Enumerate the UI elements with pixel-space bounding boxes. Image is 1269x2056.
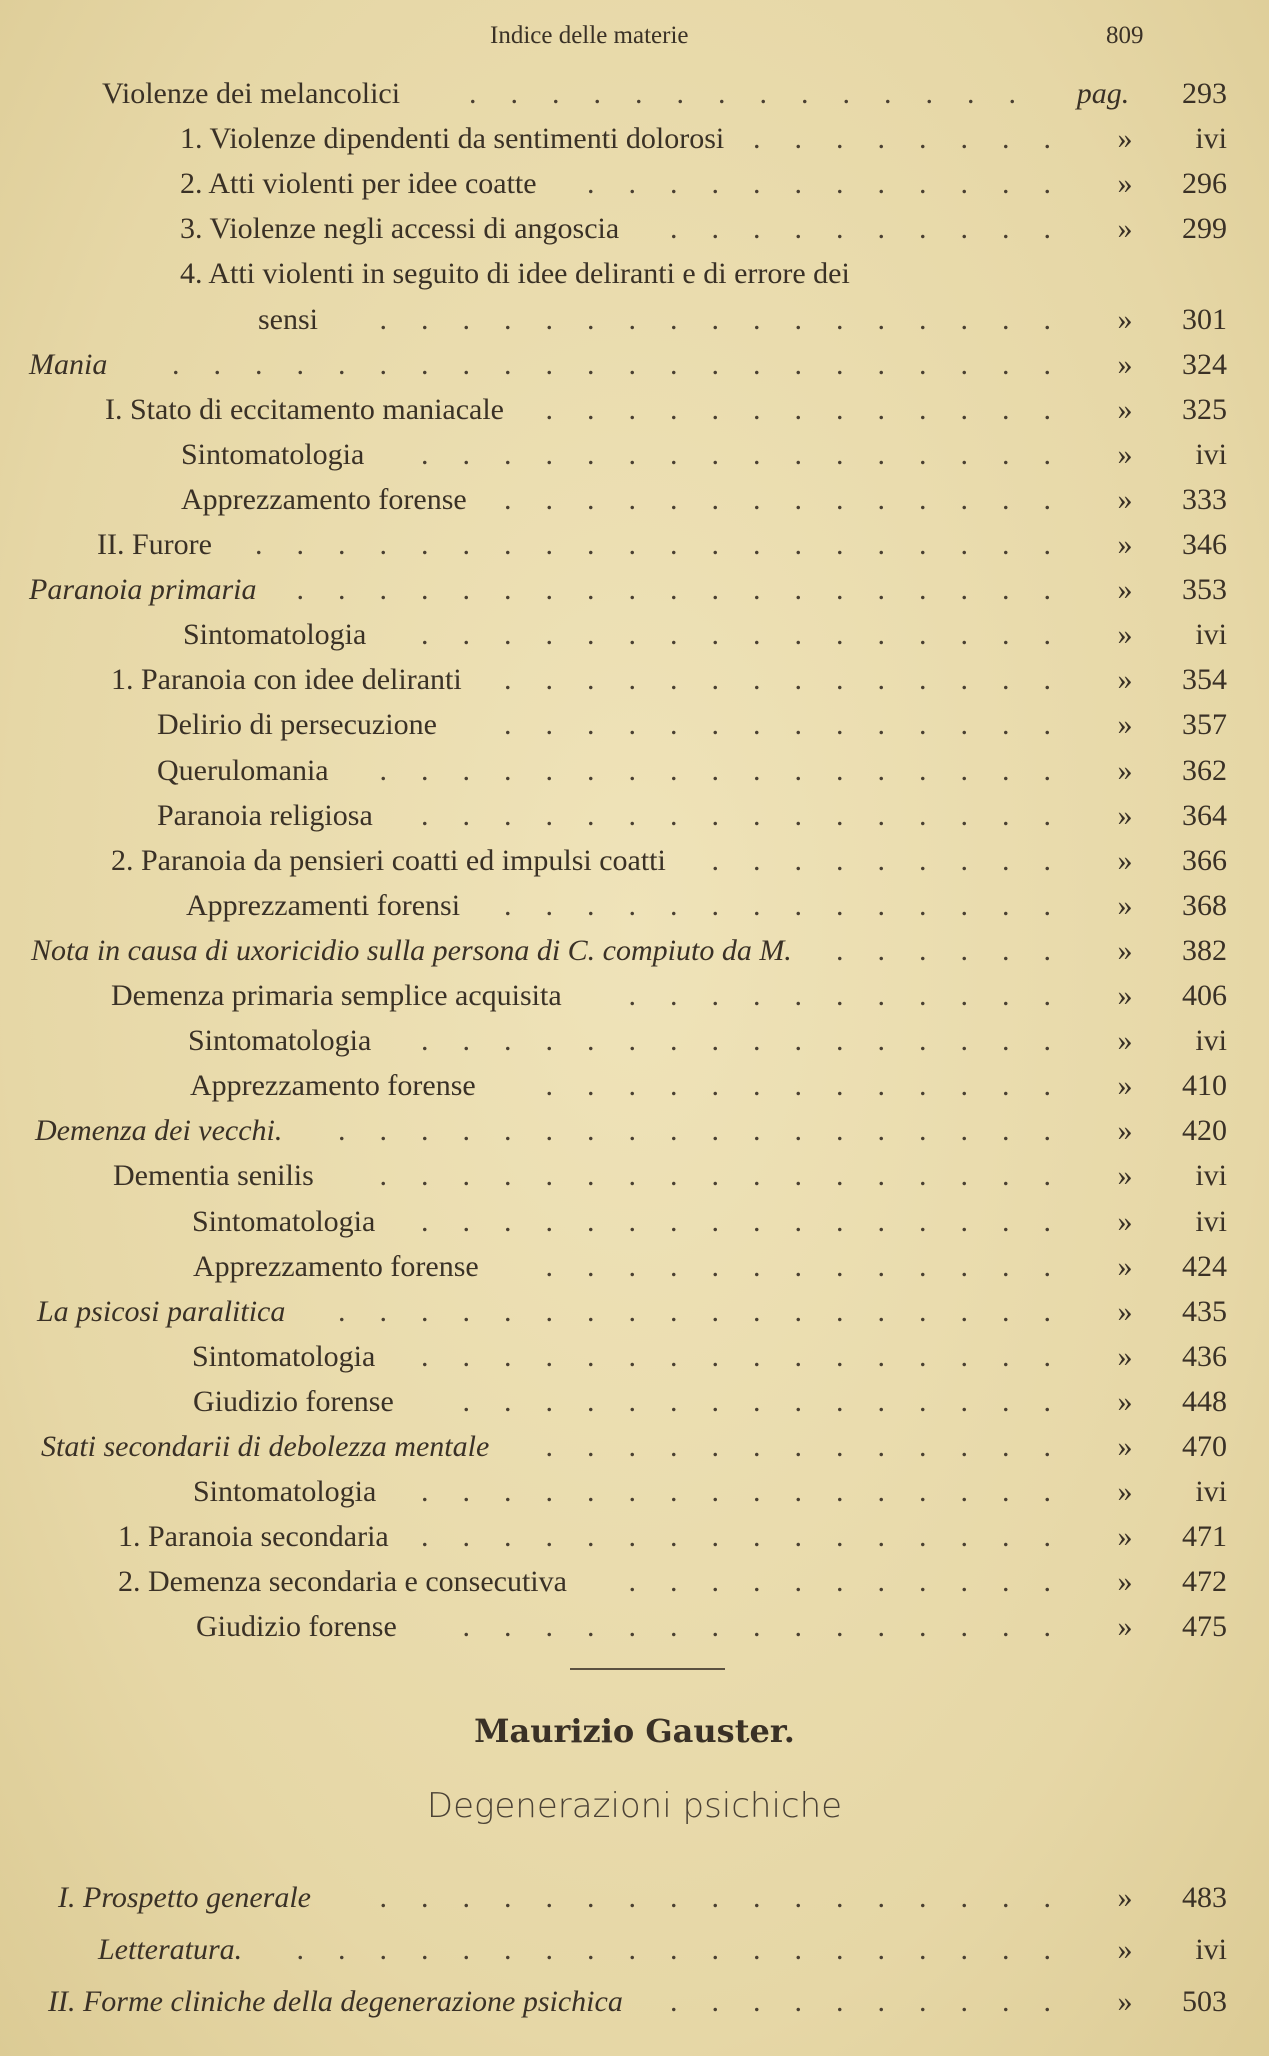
toc-entry — [0, 1928, 1269, 1972]
author-heading: Maurizio Gauster. — [474, 1712, 795, 1750]
ditto-marker: » — [1117, 1114, 1133, 1148]
ditto-marker: » — [1117, 1565, 1133, 1599]
toc-page-number: 293 — [1182, 77, 1227, 110]
ditto-marker: » — [1117, 1384, 1133, 1418]
toc-page-number: ivi — [1195, 1933, 1227, 1966]
ditto-marker: » — [1117, 167, 1133, 201]
toc-entry — [0, 703, 1269, 747]
dot-leader: .............. — [504, 482, 1085, 516]
toc-page-number: 333 — [1182, 482, 1227, 516]
toc-entry — [0, 298, 1269, 342]
dot-leader: ................ — [421, 1339, 1085, 1373]
toc-page-number: 435 — [1182, 1294, 1227, 1328]
toc-entry-label: 2. Paranoia da pensieri coatti ed impulsi coatti — [111, 843, 666, 877]
toc-entry-label: Apprezzamento forense — [181, 482, 467, 516]
dot-leader: ............... — [462, 1384, 1085, 1418]
dot-leader: .............. — [469, 77, 1050, 110]
toc-page-number: 470 — [1182, 1430, 1227, 1463]
dot-leader: ................. — [379, 1159, 1085, 1193]
running-header-title: Indice delle materie — [490, 22, 689, 49]
toc-entry-label: sensi — [258, 302, 318, 336]
toc-entry-label: Sintomatologia — [188, 1024, 372, 1058]
toc-entry-label: Sintomatologia — [181, 437, 365, 471]
toc-entry — [0, 1515, 1269, 1559]
dot-leader: ...... — [836, 933, 1085, 967]
dot-leader: ................ — [421, 1475, 1085, 1509]
toc-page-number: 368 — [1182, 888, 1227, 922]
ditto-marker: » — [1117, 663, 1133, 697]
dot-leader: .................. — [338, 1114, 1085, 1148]
toc-entry — [0, 568, 1269, 612]
toc-page-number: 424 — [1182, 1249, 1227, 1283]
toc-page-number: 366 — [1182, 843, 1227, 877]
ditto-marker: » — [1117, 1069, 1133, 1103]
toc-entry — [0, 794, 1269, 838]
toc-entry — [0, 658, 1269, 702]
toc-page-number: 364 — [1182, 798, 1227, 832]
toc-page-number: 325 — [1182, 392, 1227, 426]
toc-entry-label: Sintomatologia — [192, 1204, 376, 1238]
ditto-marker: » — [1117, 1430, 1133, 1463]
toc-page-number: 475 — [1182, 1610, 1227, 1644]
ditto-marker: » — [1117, 843, 1133, 877]
toc-entry-label: II. Furore — [97, 528, 212, 561]
toc-entry — [0, 1560, 1269, 1604]
toc-entry — [0, 478, 1269, 522]
dot-leader: ................. — [379, 1881, 1085, 1914]
dot-leader: .............. — [504, 888, 1085, 922]
ditto-marker: » — [1117, 347, 1133, 381]
ditto-marker: » — [1117, 1520, 1133, 1554]
toc-page-number: 503 — [1182, 1985, 1227, 2018]
ditto-marker: » — [1117, 1881, 1133, 1914]
ditto-marker: » — [1117, 708, 1133, 742]
ditto-marker: » — [1117, 573, 1133, 607]
toc-entry-label: Mania — [29, 347, 108, 381]
toc-page-number: 299 — [1182, 212, 1227, 246]
toc-entry-label: 1. Paranoia secondaria — [118, 1520, 389, 1554]
toc-page-number: ivi — [1195, 437, 1227, 471]
toc-entry — [0, 207, 1269, 251]
toc-page-number: ivi — [1195, 1475, 1227, 1509]
dot-leader: ........... — [628, 1565, 1085, 1599]
toc-entry — [0, 1980, 1269, 2024]
toc-page-number: 362 — [1182, 753, 1227, 787]
toc-page-number: 420 — [1182, 1114, 1227, 1148]
toc-entry-label: Delirio di persecuzione — [157, 708, 437, 742]
dot-leader: ......... — [711, 843, 1085, 877]
toc-entry-label: I. Prospetto generale — [58, 1881, 311, 1914]
dot-leader: .............. — [504, 708, 1085, 742]
ditto-marker: » — [1117, 1933, 1133, 1966]
toc-entry-label: Demenza dei vecchi. — [35, 1114, 283, 1148]
toc-entry — [0, 1380, 1269, 1424]
dot-leader: ................ — [421, 1024, 1085, 1058]
toc-entry — [0, 388, 1269, 432]
toc-entry-label: Sintomatologia — [193, 1475, 377, 1509]
toc-entry-label: Paranoia primaria — [29, 573, 257, 607]
toc-page-number: 357 — [1182, 708, 1227, 742]
ditto-marker: » — [1117, 1985, 1133, 2018]
toc-entry — [0, 974, 1269, 1018]
ditto-marker: » — [1117, 302, 1133, 336]
toc-entry — [0, 1245, 1269, 1289]
dot-leader: ................... — [296, 1933, 1085, 1966]
dot-leader: ................ — [421, 618, 1085, 652]
toc-entry — [0, 1154, 1269, 1198]
ditto-marker: » — [1117, 437, 1133, 471]
dot-leader: ................... — [296, 573, 1085, 607]
toc-page-number: 472 — [1182, 1565, 1227, 1599]
dot-leader: .............. — [504, 663, 1085, 697]
dot-leader: ............. — [545, 1069, 1085, 1103]
toc-entry — [0, 117, 1269, 161]
section-title: Degenerazioni psichiche — [426, 1786, 843, 1826]
toc-entry — [0, 1605, 1269, 1649]
toc-entry-label: Stati secondarii di debolezza mentale — [41, 1430, 490, 1463]
toc-page-number: 296 — [1182, 167, 1227, 201]
dot-leader: ............. — [545, 392, 1085, 426]
ditto-marker: » — [1117, 1610, 1133, 1644]
dot-leader: .................. — [338, 1294, 1085, 1328]
toc-entry-label: 2. Atti violenti per idee coatte — [180, 167, 537, 201]
toc-page-number: ivi — [1195, 1204, 1227, 1238]
dot-leader: ...................... — [172, 347, 1085, 381]
toc-entry — [0, 884, 1269, 928]
dot-leader: ................ — [421, 437, 1085, 471]
toc-page-number: ivi — [1195, 122, 1227, 156]
toc-entry-label: Paranoia religiosa — [157, 798, 373, 832]
toc-page-number: 354 — [1182, 663, 1227, 697]
dot-leader: ................. — [379, 753, 1085, 787]
toc-entry — [0, 1019, 1269, 1063]
toc-entry — [0, 749, 1269, 793]
toc-entry — [0, 1064, 1269, 1108]
dot-leader: ................ — [421, 1204, 1085, 1238]
ditto-marker: pag. — [1076, 77, 1130, 110]
toc-entry-label: Giudizio forense — [193, 1384, 394, 1418]
dot-leader: .................... — [255, 528, 1085, 561]
dot-leader: ........ — [753, 122, 1085, 156]
toc-entry — [0, 252, 1269, 296]
toc-page-number: 301 — [1182, 302, 1227, 336]
dot-leader: .......... — [670, 212, 1085, 246]
ditto-marker: » — [1117, 212, 1133, 246]
dot-leader: ............. — [545, 1249, 1085, 1283]
toc-entry — [0, 839, 1269, 883]
toc-entry-label: Dementia senilis — [113, 1159, 314, 1193]
toc-page-number: ivi — [1195, 1159, 1227, 1193]
toc-entry — [0, 613, 1269, 657]
dot-leader: ................ — [421, 798, 1085, 832]
toc-page-number: 324 — [1182, 347, 1227, 381]
toc-page-number: 353 — [1182, 573, 1227, 607]
toc-entry — [0, 433, 1269, 477]
ditto-marker: » — [1117, 618, 1133, 652]
toc-entry — [0, 523, 1269, 567]
ditto-marker: » — [1117, 122, 1133, 156]
toc-entry — [0, 1470, 1269, 1514]
toc-entry-label: La psicosi paralitica — [37, 1294, 286, 1328]
toc-page-number: 346 — [1182, 528, 1227, 561]
toc-entry-label: Demenza primaria semplice acquisita — [111, 979, 562, 1012]
ditto-marker: » — [1117, 1249, 1133, 1283]
toc-entry — [0, 1200, 1269, 1244]
toc-entry — [0, 929, 1269, 973]
toc-entry-label: 1. Violenze dipendenti da sentimenti dolorosi — [180, 122, 725, 156]
dot-leader: ............ — [587, 167, 1085, 201]
dot-leader: ............... — [462, 1610, 1085, 1644]
ditto-marker: » — [1117, 888, 1133, 922]
toc-entry-label: II. Forme cliniche della degenerazione psichica — [48, 1985, 623, 2018]
ditto-marker: » — [1117, 933, 1133, 967]
ditto-marker: » — [1117, 798, 1133, 832]
page-number: 809 — [1106, 22, 1144, 49]
dot-leader: .......... — [670, 1985, 1085, 2018]
toc-entry-label: Violenze dei melancolici — [102, 77, 401, 110]
dot-leader: ............. — [545, 1430, 1085, 1463]
toc-entry-label: Apprezzamento forense — [190, 1069, 476, 1103]
toc-entry-label: Apprezzamento forense — [193, 1249, 479, 1283]
toc-entry-label: 3. Violenze negli accessi di angoscia — [180, 212, 620, 246]
toc-entry — [0, 1876, 1269, 1920]
toc-entry-label: Letteratura. — [98, 1933, 243, 1966]
toc-entry-label: 4. Atti violenti in seguito di idee deliranti e di errore dei — [180, 257, 850, 291]
ditto-marker: » — [1117, 1475, 1133, 1509]
toc-entry-label: 1. Paranoia con idee deliranti — [111, 663, 462, 697]
toc-entry-label: Querulomania — [157, 753, 329, 787]
toc-page-number: 448 — [1182, 1384, 1227, 1418]
toc-entry-label: Sintomatologia — [183, 618, 367, 652]
toc-page-number: 483 — [1182, 1881, 1227, 1914]
section-divider — [570, 1668, 725, 1670]
ditto-marker: » — [1117, 979, 1133, 1012]
toc-entry — [0, 1425, 1269, 1469]
toc-entry-label: Sintomatologia — [192, 1339, 376, 1373]
toc-page-number: 382 — [1182, 933, 1227, 967]
toc-entry — [0, 1109, 1269, 1153]
toc-entry — [0, 1335, 1269, 1379]
ditto-marker: » — [1117, 392, 1133, 426]
toc-page-number: ivi — [1195, 618, 1227, 652]
toc-entry — [0, 162, 1269, 206]
toc-entry — [0, 343, 1269, 387]
toc-page-number: ivi — [1195, 1024, 1227, 1058]
toc-entry — [0, 72, 1269, 116]
ditto-marker: » — [1117, 753, 1133, 787]
ditto-marker: » — [1117, 1204, 1133, 1238]
dot-leader: ................. — [379, 302, 1085, 336]
toc-entry-label: Giudizio forense — [196, 1610, 397, 1644]
toc-entry-label: 2. Demenza secondaria e consecutiva — [118, 1565, 567, 1599]
toc-page-number: 471 — [1182, 1520, 1227, 1554]
dot-leader: ........... — [628, 979, 1085, 1012]
ditto-marker: » — [1117, 1339, 1133, 1373]
toc-page-number: 436 — [1182, 1339, 1227, 1373]
ditto-marker: » — [1117, 1024, 1133, 1058]
toc-entry-label: I. Stato di eccitamento maniacale — [105, 392, 504, 426]
toc-entry-label: Nota in causa di uxoricidio sulla persona di C. compiuto da M. — [31, 933, 792, 967]
dot-leader: ................ — [421, 1520, 1085, 1554]
ditto-marker: » — [1117, 1294, 1133, 1328]
toc-entry-label: Apprezzamenti forensi — [186, 888, 461, 922]
ditto-marker: » — [1117, 528, 1133, 561]
toc-page-number: 410 — [1182, 1069, 1227, 1103]
ditto-marker: » — [1117, 1159, 1133, 1193]
toc-entry — [0, 1290, 1269, 1334]
ditto-marker: » — [1117, 482, 1133, 516]
toc-page-number: 406 — [1182, 979, 1227, 1012]
